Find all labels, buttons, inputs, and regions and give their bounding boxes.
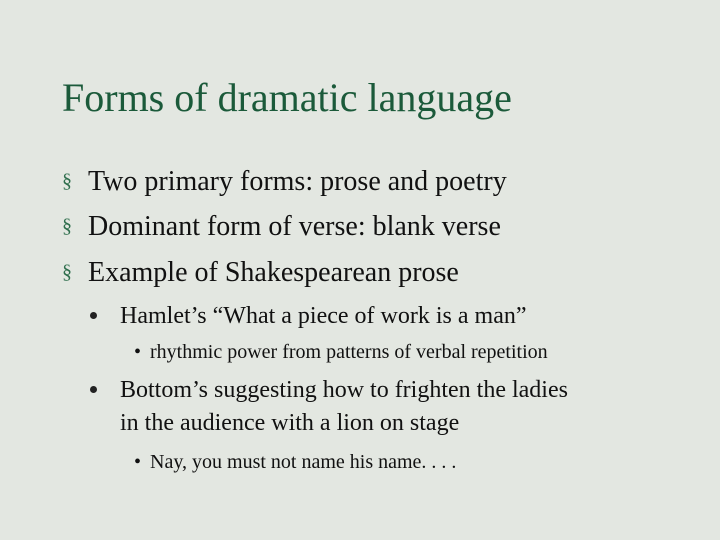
bullet-item: [62, 255, 459, 290]
sub-item-text: Bottom’s suggesting how to frighten the ladies: [120, 377, 568, 403]
slide-title: Forms of dramatic language: [62, 75, 512, 120]
sub-item-text: in the audience with a lion on stage: [120, 410, 460, 436]
bullet-item: [62, 164, 507, 199]
bullet-item: [62, 209, 501, 244]
section-bullet-icon: §: [62, 215, 72, 237]
sub-sub-item: [134, 449, 456, 475]
round-bullet-icon: [90, 312, 97, 319]
section-bullet-icon: §: [62, 170, 72, 192]
sub-sub-item-text: Nay, you must not name his name. . . .: [150, 451, 457, 473]
small-bullet-icon: •: [134, 341, 142, 363]
bullet-text: Dominant form of verse: blank verse: [88, 211, 501, 242]
bullet-text: Example of Shakespearean prose: [88, 257, 459, 288]
round-bullet-icon: [90, 386, 97, 393]
bullet-text: Two primary forms: prose and poetry: [88, 166, 507, 197]
small-bullet-icon: •: [134, 451, 142, 473]
sub-item-text: Hamlet’s “What a piece of work is a man”: [120, 303, 527, 329]
section-bullet-icon: §: [62, 261, 72, 283]
sub-sub-item: [134, 339, 548, 365]
sub-sub-item-text: rhythmic power from patterns of verbal repetition: [150, 341, 548, 363]
